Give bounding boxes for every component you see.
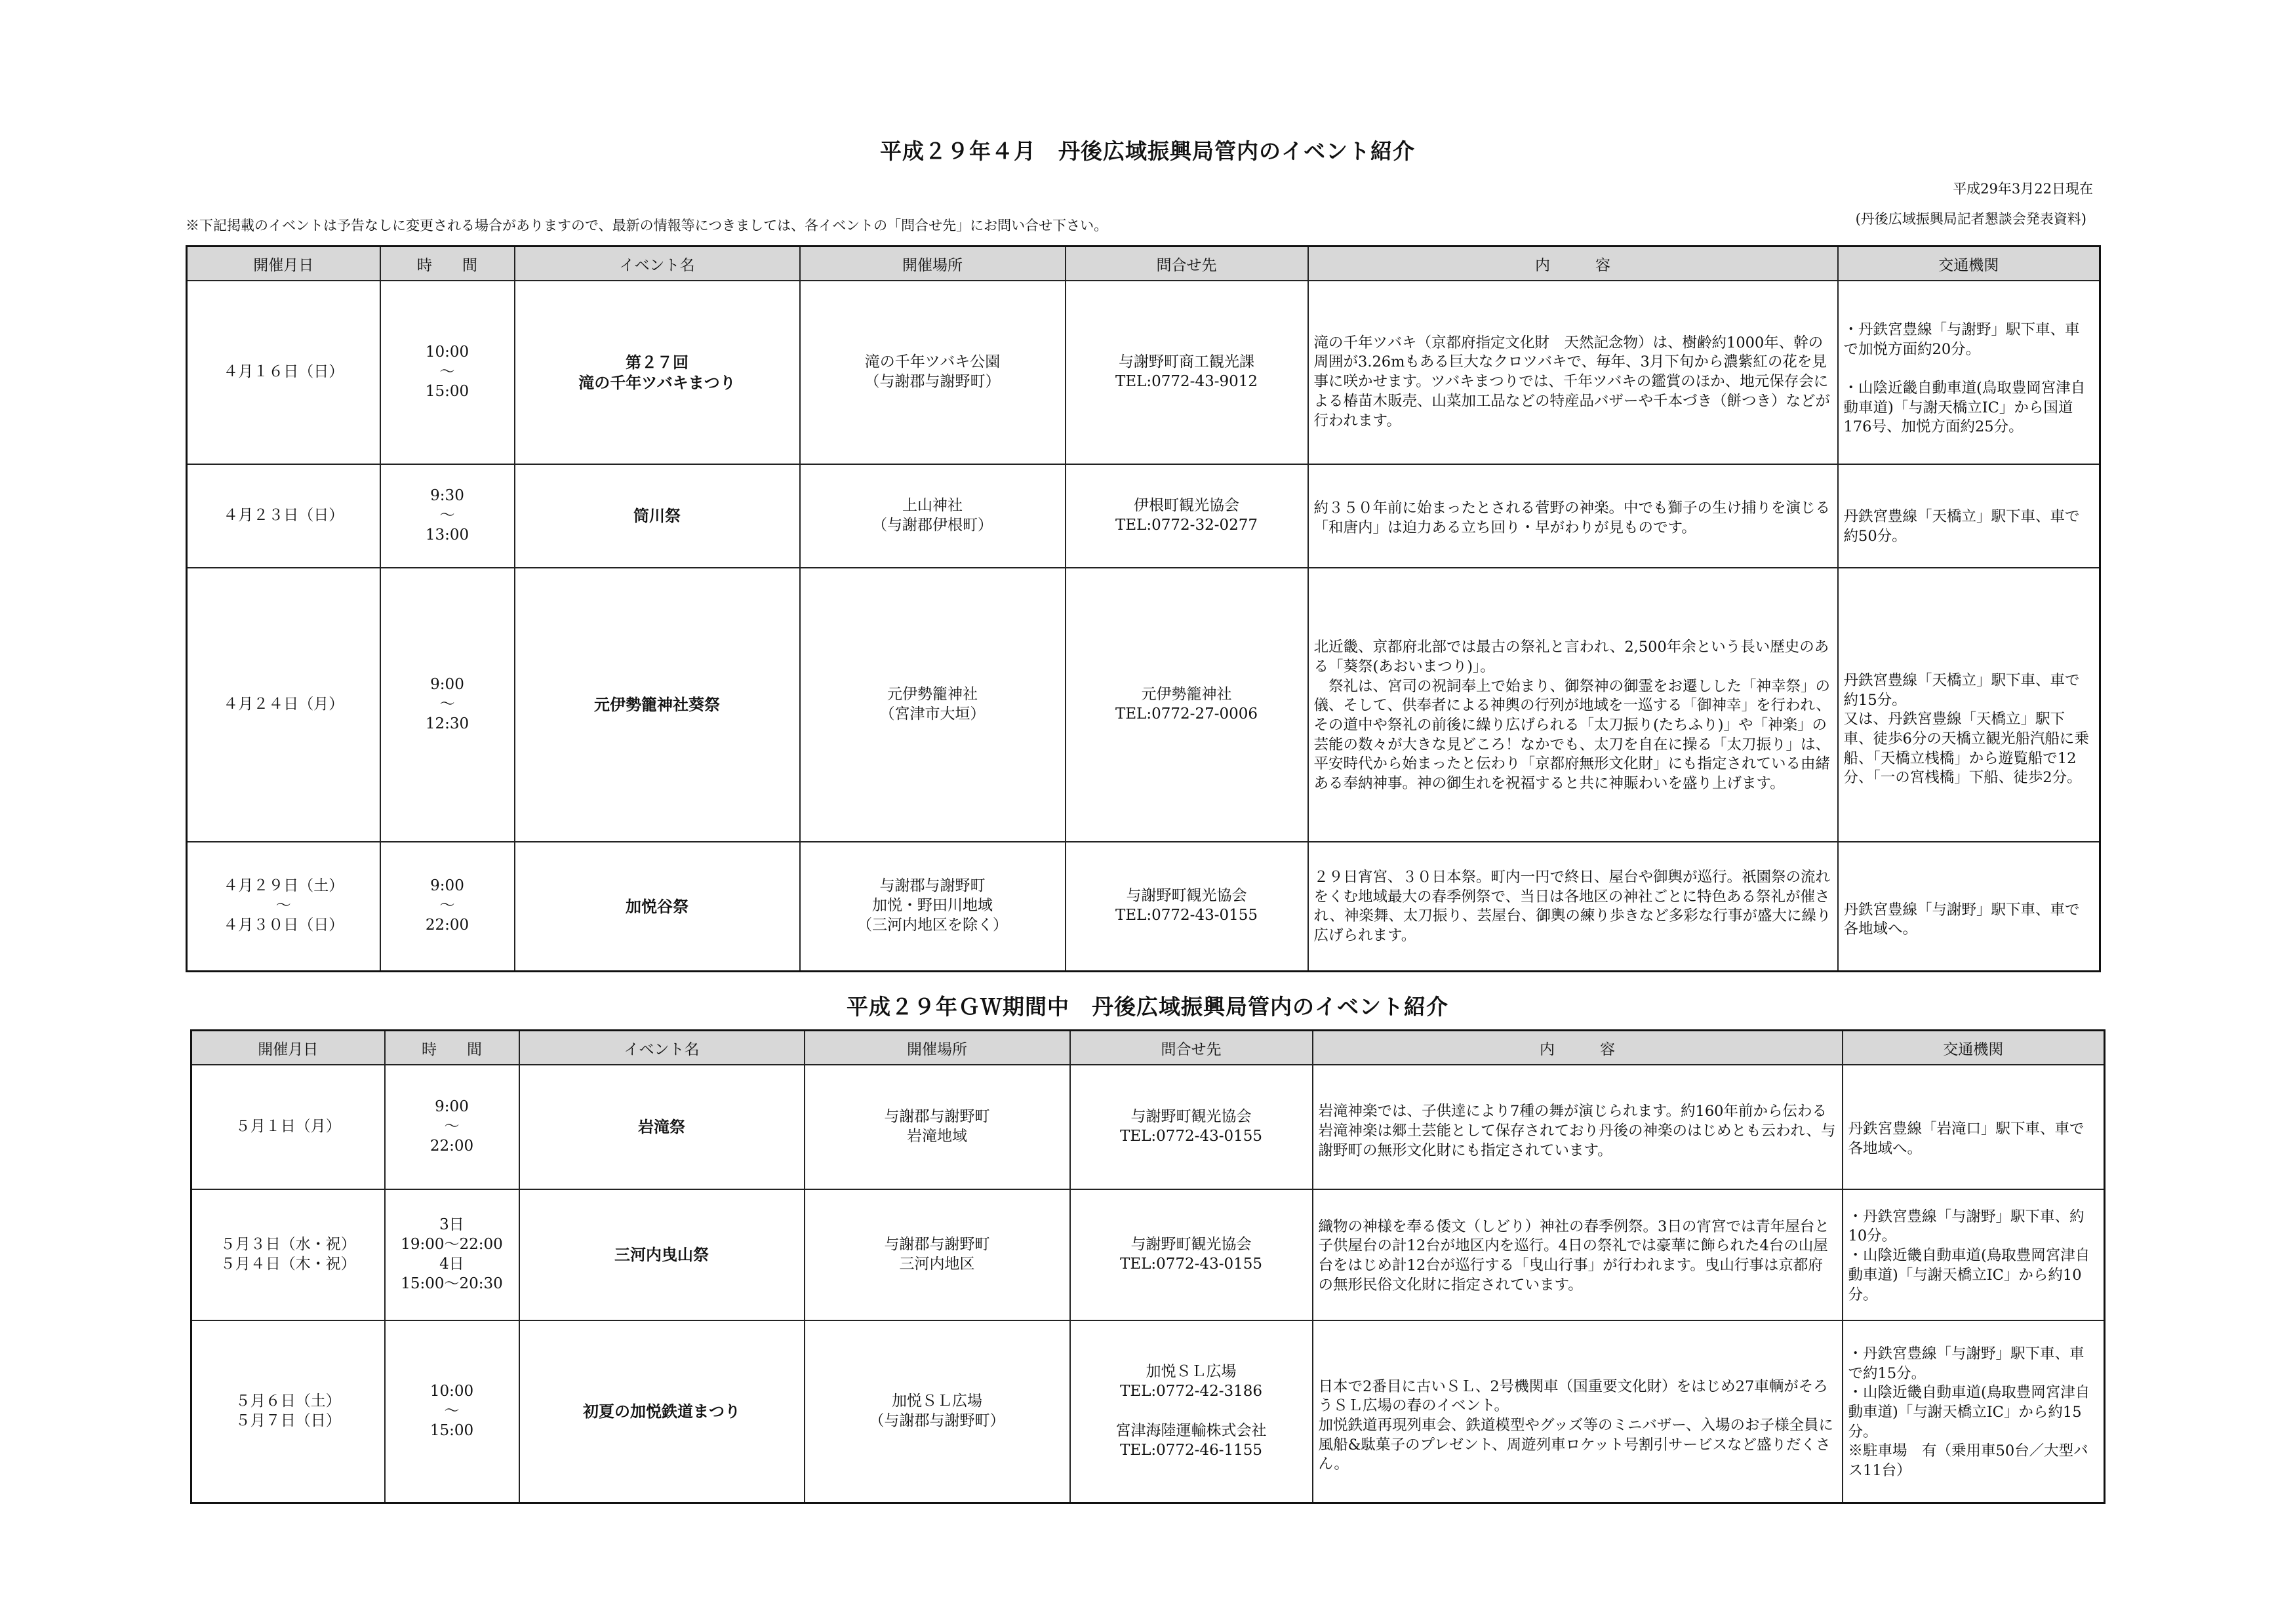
header-name: イベント名 [515,247,800,281]
event-contact: 与謝野町観光協会 TEL:0772-43-0155 [1070,1189,1313,1320]
event-contact: 元伊勢籠神社 TEL:0772-27-0006 [1066,568,1308,842]
header-date: 開催月日 [187,247,380,281]
header-content: 内 容 [1313,1031,1843,1065]
table-row [187,568,2100,842]
source-note: (丹後広域振興局記者懇談会発表資料) [1855,211,2086,227]
event-time: 10:00 ～ 15:00 [385,1320,519,1503]
event-date: ５月６日（土） ５月７日（日） [191,1320,385,1503]
event-contact: 与謝野町商工観光課 TEL:0772-43-9012 [1066,281,1308,464]
event-contact: 与謝野町観光協会 TEL:0772-43-0155 [1070,1065,1313,1189]
header-transport: 交通機関 [1838,247,2100,281]
disclaimer: ※下記掲載のイベントは予告なしに変更される場合がありますので、最新の情報等につきましては、各イベントの「問合せ先」にお問い合せ下さい。 [186,218,1108,233]
event-transport: ・丹鉄宮豊線「与謝野」駅下車、約10分。 ・山陰近畿自動車道(鳥取豊岡宮津自動車道)「与謝天橋立IC」から約10分。 [1843,1189,2105,1320]
event-place: 与謝郡与謝野町 岩滝地域 [805,1065,1070,1189]
table-row [191,1189,2105,1320]
header-content: 内 容 [1308,247,1838,281]
gw-events-table [190,1029,2105,1504]
header-time: 時 間 [385,1031,519,1065]
event-place: 滝の千年ツバキ公園 （与謝郡与謝野町） [800,281,1066,464]
event-contact: 与謝野町観光協会 TEL:0772-43-0155 [1066,842,1308,971]
event-name: 三河内曳山祭 [519,1189,805,1320]
event-content: 北近畿、京都府北部では最古の祭礼と言われ、2,500年余という長い歴史のある「葵祭(あおいまつり)」。 祭礼は、宮司の祝詞奉上で始まり、御祭神の御霊をお遷しした「神幸祭」の儀、そして、供奉者による神輿の行列が地域を一巡する「御神幸」を行われ、その道中や祭礼の前後に繰り広げられる「太刀振り(たちふり)」や「神楽」の芸能の数々が大きな見どころ！なかでも、太刀を自在に操る「太刀振り」は、平安時代から始まったと伝わり「京都府無形文化財」にも指定されている由緒ある奉納神事。神の御生れを祝福すると共に神賑わいを盛り上げます。 [1308,568,1838,842]
table-row [191,1065,2105,1189]
event-time: 9:00 ～ 22:00 [380,842,515,971]
header-contact: 問合せ先 [1066,247,1308,281]
event-place: 上山神社 （与謝郡伊根町） [800,464,1066,568]
event-transport: 丹鉄宮豊線「岩滝口」駅下車、車で各地域へ。 [1843,1065,2105,1189]
event-place: 与謝郡与謝野町 加悦・野田川地域 （三河内地区を除く） [800,842,1066,971]
header-transport: 交通機関 [1843,1031,2105,1065]
event-place: 与謝郡与謝野町 三河内地区 [805,1189,1070,1320]
event-name: 第２７回 滝の千年ツバキまつり [515,281,800,464]
header-date: 開催月日 [191,1031,385,1065]
event-time: 9:30 ～ 13:00 [380,464,515,568]
gw-section-title: 平成２９年ＧＷ期間中 丹後広域振興局管内のイベント紹介 [847,994,1448,1020]
event-contact: 加悦ＳＬ広場 TEL:0772-42-3186 宮津海陸運輸株式会社 TEL:0772-46-1155 [1070,1320,1313,1503]
event-time: 3日 19:00～22:00 4日 15:00～20:30 [385,1189,519,1320]
page-title: 平成２９年４月 丹後広域振興局管内のイベント紹介 [880,138,1415,164]
event-date: ４月２４日（月） [187,568,380,842]
event-transport: ・丹鉄宮豊線「与謝野」駅下車、車で加悦方面約20分。 ・山陰近畿自動車道(鳥取豊岡宮津自動車道)「与謝天橋立IC」から国道176号、加悦方面約25分。 [1838,281,2100,464]
april-events-table [186,245,2101,972]
event-name: 元伊勢籠神社葵祭 [515,568,800,842]
event-transport: 丹鉄宮豊線「天橋立」駅下車、車で約50分。 [1838,464,2100,568]
header-place: 開催場所 [800,247,1066,281]
event-content: 織物の神様を奉る倭文（しどり）神社の春季例祭。3日の宵宮では青年屋台と子供屋台の計12台が地区内を巡行。4日の祭礼では豪華に飾られた4台の山屋台をはじめ計12台が巡行する「曳山行事」が行われます。曳山行事は京都府の無形民俗文化財に指定されています。 [1313,1189,1843,1320]
date-note: 平成29年3月22日現在 [1953,181,2093,197]
event-date: ４月２９日（土） ～ ４月３０日（日） [187,842,380,971]
header-time: 時 間 [380,247,515,281]
event-time: 9:00 ～ 22:00 [385,1065,519,1189]
event-place: 元伊勢籠神社 （宮津市大垣） [800,568,1066,842]
table-row [187,464,2100,568]
event-transport: 丹鉄宮豊線「与謝野」駅下車、車で各地域へ。 [1838,842,2100,971]
event-time: 10:00 ～ 15:00 [380,281,515,464]
event-content: 岩滝神楽では、子供達により7種の舞が演じられます。約160年前から伝わる岩滝神楽は郷土芸能として保存されており丹後の神楽のはじめとも云われ、与謝野町の無形文化財にも指定されています。 [1313,1065,1843,1189]
table-row [191,1320,2105,1503]
header-name: イベント名 [519,1031,805,1065]
event-content: ２９日宵宮、３０日本祭。町内一円で終日、屋台や御輿が巡行。祇園祭の流れをくむ地域最大の春季例祭で、当日は各地区の神社ごとに特色ある祭礼が催され、神楽舞、太刀振り、芸屋台、御輿の練り歩きなど多彩な行事が盛大に繰り広げられます。 [1308,842,1838,971]
table-header-row [187,247,2100,281]
event-content: 日本で2番目に古いＳＬ、2号機関車（国重要文化財）をはじめ27車輌がそろうＳＬ広場の春のイベント。 加悦鉄道再現列車会、鉄道模型やグッズ等のミニバザー、入場のお子様全員に風船&駄菓子のプレゼント、周遊列車ロケット号割引サービスなど盛りだくさん。 [1313,1320,1843,1503]
event-name: 筒川祭 [515,464,800,568]
event-content: 滝の千年ツバキ（京都府指定文化財 天然記念物）は、樹齢約1000年、幹の周囲が3.26mもある巨大なクロツバキで、毎年、3月下旬から濃紫紅の花を見事に咲かせます。ツバキまつりでは、千年ツバキの鑑賞のほか、地元保存会による椿苗木販売、山菜加工品などの特産品バザーや千本づき（餅つき）などが行われます。 [1308,281,1838,464]
header-contact: 問合せ先 [1070,1031,1313,1065]
table-row [187,842,2100,971]
event-date: ５月３日（水・祝） ５月４日（木・祝） [191,1189,385,1320]
event-place: 加悦ＳＬ広場 （与謝郡与謝野町） [805,1320,1070,1503]
event-name: 初夏の加悦鉄道まつり [519,1320,805,1503]
event-transport: 丹鉄宮豊線「天橋立」駅下車、車で約15分。 又は、丹鉄宮豊線「天橋立」駅下車、徒歩6分の天橋立観光船汽船に乗船、「天橋立桟橋」から遊覧船で12分、「一の宮桟橋」下船、徒歩2分。 [1838,568,2100,842]
event-content: 約３５０年前に始まったとされる菅野の神楽。中でも獅子の生け捕りを演じる「和唐内」は迫力ある立ち回り・早がわりが見ものです。 [1308,464,1838,568]
event-date: ５月１日（月） [191,1065,385,1189]
event-time: 9:00 ～ 12:30 [380,568,515,842]
event-contact: 伊根町観光協会 TEL:0772-32-0277 [1066,464,1308,568]
event-name: 岩滝祭 [519,1065,805,1189]
event-transport: ・丹鉄宮豊線「与謝野」駅下車、車で約15分。 ・山陰近畿自動車道(鳥取豊岡宮津自動車道)「与謝天橋立IC」から約15分。 ※駐車場 有（乗用車50台／大型バス11台） [1843,1320,2105,1503]
table-header-row [191,1031,2105,1065]
event-date: ４月１６日（日） [187,281,380,464]
header-place: 開催場所 [805,1031,1070,1065]
event-date: ４月２３日（日） [187,464,380,568]
table-row [187,281,2100,464]
event-name: 加悦谷祭 [515,842,800,971]
